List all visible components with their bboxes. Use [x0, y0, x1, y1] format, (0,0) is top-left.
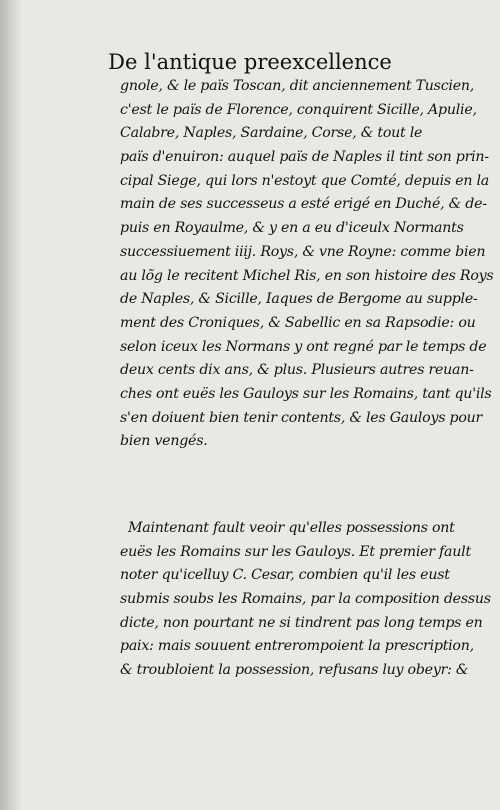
text-line: bien vengés. [120, 433, 208, 450]
text-line: cipal Siege, qui lors n'estoyt que Comté, depuis en la [120, 172, 489, 189]
text-line: main de ses successeus a esté erigé en Duché, & de- [120, 196, 487, 213]
text-line: noter qu'icelluy C. Cesar, combien qu'il les eust [120, 567, 450, 584]
paragraph-2 [120, 517, 491, 683]
text-line: au lõg le recitent Michel Ris, en son histoire des Roys [120, 267, 494, 284]
text-line: paix: mais souuent entrerompoient la prescription, [120, 638, 474, 655]
text-line: s'en doiuent bien tenir contents, & les Gauloys pour [120, 409, 483, 426]
text-line: deux cents dix ans, & plus. Plusieurs autres reuan- [120, 362, 474, 379]
text-line: successiuement iiij. Roys, & vne Royne: comme bien [120, 243, 486, 260]
text-line: selon iceux les Normans y ont regné par le temps de [120, 338, 487, 355]
running-head: De l'antique preexcellence [108, 50, 392, 74]
page-gutter-shadow [0, 0, 22, 810]
text-line: ches ont euës les Gauloys sur les Romains, tant qu'ils [120, 385, 492, 402]
text-line: Maintenant fault veoir qu'elles possessions ont [128, 520, 455, 536]
text-line: ment des Croniques, & Sabellic en sa Rapsodie: ou [120, 314, 476, 331]
text-line: puis en Royaulme, & y en a eu d'iceulx Normants [120, 220, 464, 237]
text-line: euës les Romains sur les Gauloys. Et premier fault [120, 543, 471, 560]
text-line: submis soubs les Romains, par la composition dessus [120, 591, 491, 608]
text-line: c'est le païs de Florence, conquirent Sicille, Apulie, [120, 101, 477, 118]
text-line: dicte, non pourtant ne si tindrent pas long temps en [120, 614, 483, 631]
text-line: gnole, & le païs Toscan, dit anciennement Tuscien, [120, 78, 474, 94]
text-line: & troubloient la possession, refusans luy obeyr: & [120, 662, 469, 679]
text-line: Calabre, Naples, Sardaine, Corse, & tout le [120, 125, 423, 142]
text-line: de Naples, & Sicille, Iaques de Bergome au supple- [120, 291, 478, 308]
paragraph-1 [120, 75, 494, 454]
text-line: païs d'enuiron: auquel païs de Naples il tint son prin- [120, 149, 489, 166]
